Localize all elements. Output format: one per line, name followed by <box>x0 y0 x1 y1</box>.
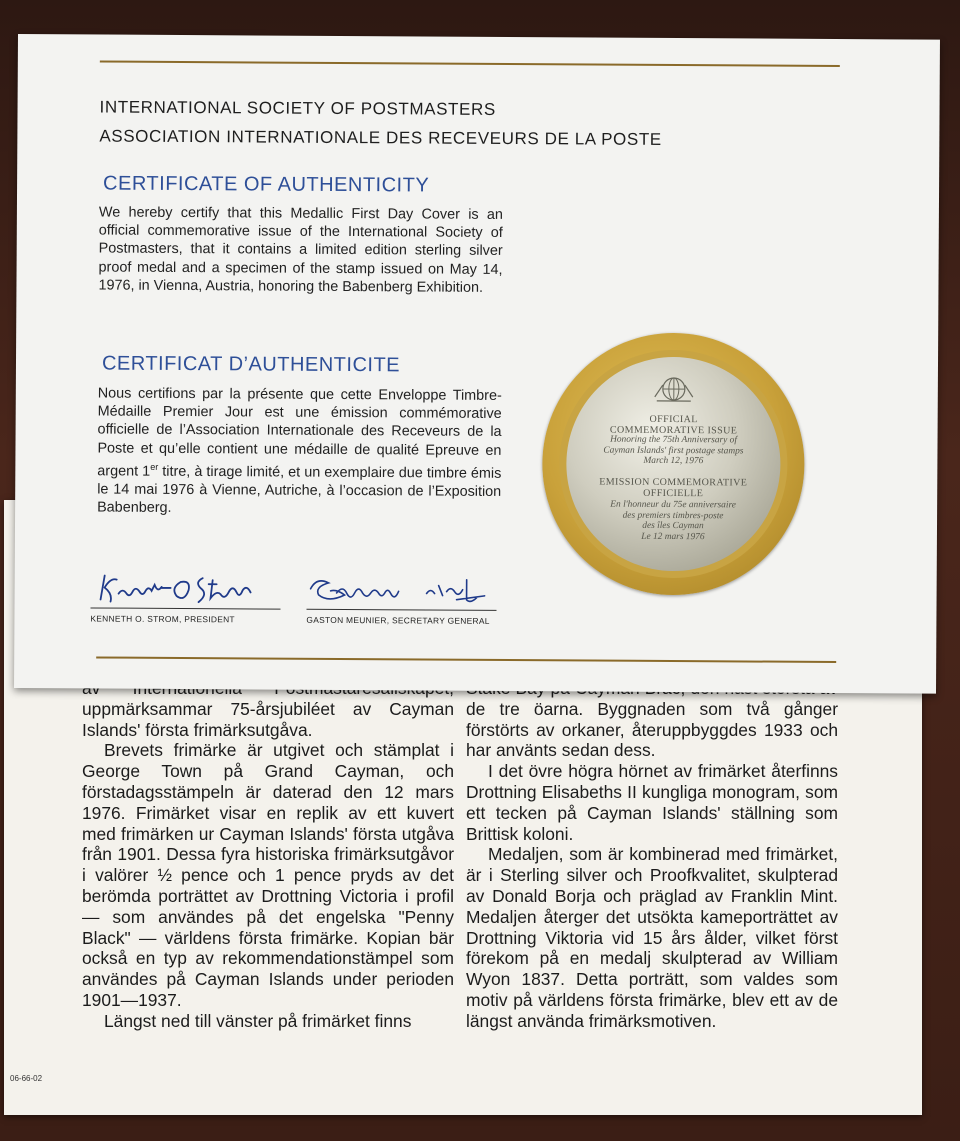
certificate-heading-en: CERTIFICATE OF AUTHENTICITY <box>103 172 430 197</box>
certificate-heading-fr: CERTIFICAT D’AUTHENTICITE <box>101 352 401 377</box>
certificate-sheet <box>14 34 940 694</box>
medal-line-11: Le 12 mars 1976 <box>641 531 705 542</box>
secretary-caption: GASTON MEUNIER, SECRETARY GENERAL <box>306 614 490 626</box>
certificate-text-fr-part-2: titre, à tirage limité, et un exemplaire due timbre émis le 14 mai 1976 à Vienne, Autriche, à l’occasion de l’Exposition Babenberg. <box>97 463 502 516</box>
medal-en-body <box>580 434 766 467</box>
president-caption: KENNETH O. STROM, PRESIDENT <box>90 613 235 625</box>
medal-line-10: des îles Cayman <box>642 520 704 532</box>
president-signature-block <box>90 569 280 624</box>
medal-line-8: En l'honneur du 75e anniversaire <box>610 499 736 511</box>
medal-line-9: des premiers timbres-poste <box>622 510 724 521</box>
secretary-signature-block <box>306 571 496 626</box>
society-name-en: INTERNATIONAL SOCIETY OF POSTMASTERS <box>99 97 496 119</box>
insert-left-paragraph-1: uppmärksammar 75-årsjubiléet av Cayman Islands' första frimärksutgåva. <box>82 698 454 740</box>
president-signature-line <box>90 607 280 609</box>
medal-line-2: COMMEMORATIVE ISSUE <box>609 424 738 436</box>
certificate-text-en: We hereby certify that this Medallic First Day Cover is an official commemorative issue of the International Society of Postmasters, that it contains a limited edition sterling silver proof medal and a specimen of the stamp issued on May 14, 1976, in Vienna, Austria, honoring the Babenberg Exhibition. <box>98 204 503 296</box>
certificate-text-fr <box>97 384 502 519</box>
insert-right-column <box>466 678 838 1032</box>
insert-left-column <box>82 678 454 1032</box>
medal-fr-body <box>580 499 766 542</box>
medal-en-title <box>581 414 767 436</box>
medal-line-3: Honoring the 75th Anniversary of <box>610 434 738 446</box>
certificate-text-fr-superscript: er <box>150 461 159 472</box>
medal-fr-title <box>580 477 766 499</box>
medal-silver-face <box>566 356 781 571</box>
insert-left-paragraph-2: Brevets frimärke är utgivet och stämplat i George Town på Grand Cayman, och förstadagsstämpeln är daterad den 12 mars 1976. Frimärket visar en replik av ett kuvert med frimärken ur Cayman Islands' första utgåva från 1901. Dessa fyra historiska frimärksutgåvor i valörer ½ pence och 1 pence pryds av det berömda porträttet av Drottning Victoria i profil — som användes på det engelska "Penny Black" — världens första frimärke. Kopian bär också en typ av rekommendationstämpel som användes på Cayman Islands under perioden 1901—1937. <box>82 740 454 1010</box>
commemorative-medal <box>542 332 806 596</box>
bottom-gold-rule <box>96 656 836 663</box>
society-names <box>99 92 662 153</box>
certificate-text-fr-part-1: Nous certifions par la présente que cette Enveloppe Timbre-Médaille Premier Jour est une émission commémorative officielle de l’Association Internationale des Receveurs de la Poste et qu’elle contient une médaille de qualité Epreuve en argent 1 <box>97 385 502 480</box>
insert-right-paragraph-1: de tre öarna. Byggnaden som två gånger förstörts av orkaner, återuppbyggdes 1933 och har använts sedan dess. <box>466 698 838 761</box>
secretary-signature-line <box>306 609 496 611</box>
society-name-fr: ASSOCIATION INTERNATIONALE DES RECEVEURS DE LA POSTE <box>99 126 662 149</box>
insert-left-paragraph-3: Längst ned till vänster på frimärket finns <box>104 1010 412 1031</box>
president-signature <box>90 569 280 608</box>
print-code: 06-66-02 <box>10 1074 43 1083</box>
insert-right-paragraph-3: Medaljen, som är kombinerad med frimärket, är i Sterling silver och Proofkvalitet, skulpterad av Donald Borja och präglad av Franklin Mint. Medaljen återger det utsökta kameporträttet av Drottning Viktoria vid 15 års ålder, vilket först förekom på en medalj skulpterad av William Wyon 1837. Detta porträtt, som valdes som motiv på världens första frimärke, blev ett av de längst använda frimärksmotiven. <box>466 844 838 1031</box>
medal-line-7: OFFICIELLE <box>643 487 704 499</box>
medal-line-6: EMISSION COMMEMORATIVE <box>599 476 748 489</box>
globe-emblem-icon <box>653 375 695 405</box>
medal-line-1: OFFICIAL <box>649 413 698 426</box>
medal-line-4: Cayman Islands' first postage stamps <box>603 445 744 456</box>
secretary-signature <box>306 571 496 610</box>
medal-line-5: March 12, 1976 <box>643 455 704 467</box>
top-gold-rule <box>100 61 840 68</box>
insert-right-paragraph-2: I det övre högra hörnet av frimärket återfinns Drottning Elisabeths II kungliga monogram, som ett tecken på Cayman Islands' ställning som Brittisk koloni. <box>466 761 838 844</box>
